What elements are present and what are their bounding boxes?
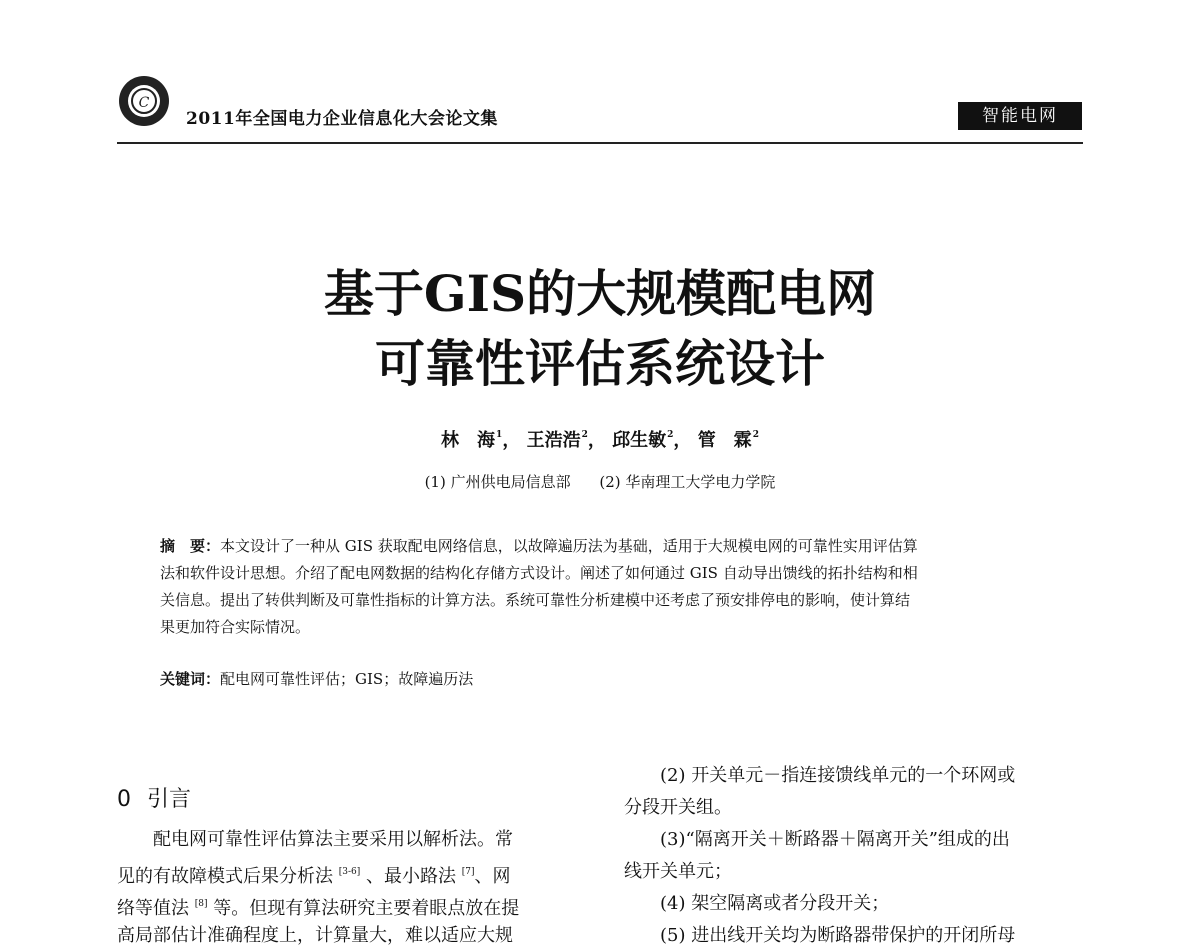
citation-ref: [3-6] [338,867,361,877]
journal-title: 2011年全国电力企业信息化大会论文集 [186,109,498,129]
abstract-line: 摘 要：本文设计了一种从 GIS 获取配电网络信息，以故障遍历法为基础，适用于大规模电网的可靠性实用评估算 [160,537,918,555]
body-right-column [624,760,1084,952]
abstract-line: 果更加符合实际情况。 [160,618,311,636]
keywords-label: 关键词： [160,670,221,688]
body-text-line: 线开关单元； [624,861,732,882]
body-text-line: 见的有故障模式后果分析法 [3-6] 、最小路法 [7]、网 [117,866,511,887]
body-text-line: 分段开关组。 [624,797,732,818]
body-text-line: (2) 开关单元－指连接馈线单元的一个环网或 [660,765,1016,786]
affiliations [0,471,1200,492]
citation-ref: [8] [194,899,208,909]
affiliation: (1) 广州供电局信息部 [424,473,571,491]
header-rule [117,142,1083,144]
affiliation: (2) 华南理工大学电力学院 [599,473,776,491]
body-left-column [117,824,577,952]
keywords [160,668,473,689]
paper-title-line-2: 可靠性评估系统设计 [375,334,825,393]
author: 林 海$^1$， [441,430,521,451]
section-number: 0 [117,787,131,812]
author: 管 霖$^2$ [697,430,759,451]
conference-logo [117,74,171,128]
body-text-line: (4) 架空隔离或者分段开关； [660,893,890,914]
body-text-line: (5) 进出线开关均为断路器带保护的开闭所母 [660,925,1016,946]
body-text-line: 配电网可靠性评估算法主要采用以解析法。常 [153,829,513,850]
logo-lettering: C [138,95,150,111]
author: 邱生敏$^2$， [612,430,692,451]
citation-ref: [7] [461,867,475,877]
section-heading [117,782,191,813]
paper-title-line-1: 基于GIS的大规模配电网 [323,264,877,323]
section-title: 引言 [147,787,192,812]
category-badge: 智能电网 [958,102,1082,130]
keywords-text: 配电网可靠性评估；GIS；故障遍历法 [220,670,474,688]
abstract-label: 摘 要： [160,537,221,555]
abstract-line: 法和软件设计思想。介绍了配电网数据的结构化存储方式设计。阐述了如何通过 GIS 自动导出馈线的拓扑结构和相 [160,564,918,582]
author-list [0,426,1200,452]
abstract [160,533,1090,641]
author: 王浩浩$^2$， [526,430,606,451]
body-text-line: 络等值法 [8] 等。但现有算法研究主要着眼点放在提 [117,898,520,919]
abstract-line: 关信息。提出了转供判断及可靠性指标的计算方法。系统可靠性分析建模中还考虑了预安排停电的影响，使计算结 [160,591,911,609]
body-text-line: 高局部估计准确程度上，计算量大，难以适应大规 [117,925,513,946]
body-text-line: (3)“隔离开关＋断路器＋隔离开关”组成的出 [660,829,1010,850]
